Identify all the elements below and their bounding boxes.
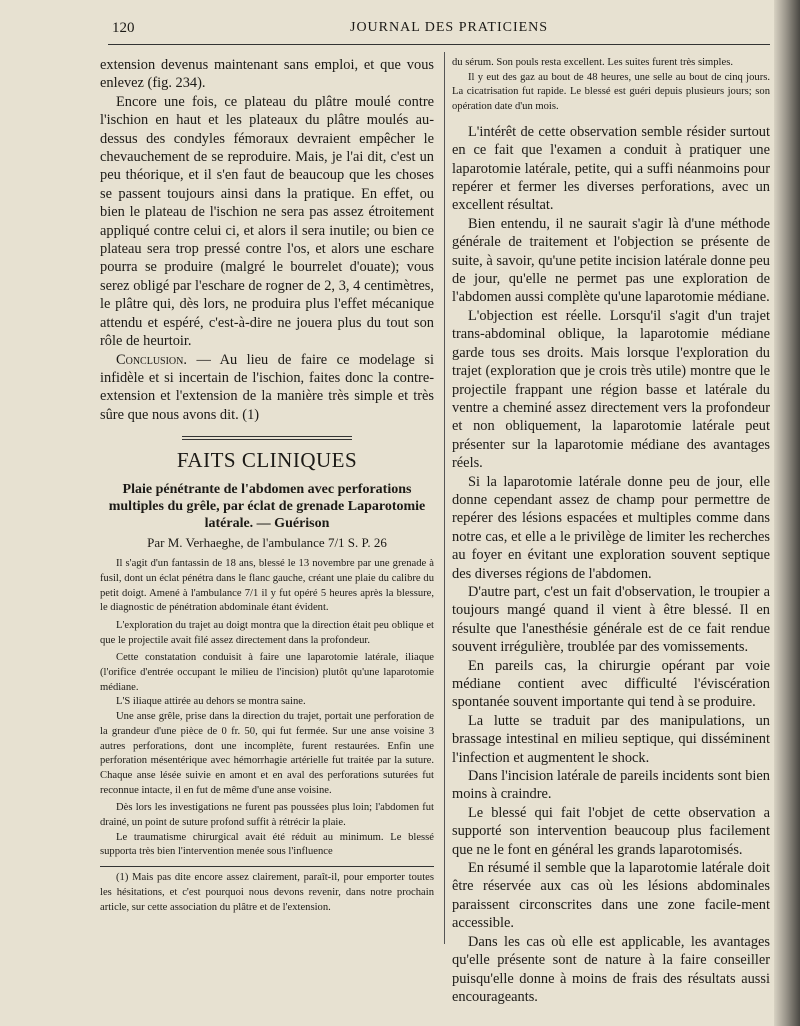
case-paragraph: L'S iliaque attirée au dehors se montra saine. xyxy=(116,696,306,708)
paragraph: Dans les cas où elle est applicable, les avantages qu'elle présente sont de nature à la faire conseiller puisqu'elle donne à moins de frais des résultats aussi encourageants. xyxy=(452,933,770,1005)
footnote: (1) Mais pas dite encore assez clairement, paraît-il, pour emporter toutes les hésitations, et c'est pourquoi nous devons revenir, dans notre prochain article, sur cette association du plâtre et de l'extension. xyxy=(100,872,434,913)
case-paragraph: Il s'agit d'un fantassin de 18 ans, blessé le 13 novembre par une grenade à fusil, dont un éclat pénétra dans le flanc gauche, créant une plaie du calibre du petit doigt. Amené à l'ambulance 7/1 il y fut opéré 5 heures après la blessure, le diagnostic de pénétration abdominale étant évident. xyxy=(100,558,434,614)
page-number: 120 xyxy=(112,20,135,36)
paragraph: La lutte se traduit par des manipulations, un brassage intestinal en milieu septique, qui disséminent l'infection et augmentent le shock. xyxy=(452,712,770,766)
conclusion-label: Conclusion. xyxy=(116,351,187,368)
column-divider xyxy=(444,52,445,944)
section-ornament xyxy=(182,436,352,440)
case-paragraph: Dès lors les investigations ne furent pas poussées plus loin; l'abdomen fut drainé, un point de suture profond suffit à rétrécir la plaie. xyxy=(100,802,434,829)
paragraph: Le blessé qui fait l'objet de cette observation a supporté son intervention beaucoup plus facilement que ne le font en général les grands laparotomisés. xyxy=(452,804,770,858)
right-column xyxy=(452,56,770,1006)
page-header xyxy=(112,20,772,42)
journal-title: JOURNAL DES PRATICIENS xyxy=(350,20,549,35)
left-column xyxy=(100,56,434,915)
paragraph: Encore une fois, ce plateau du plâtre moulé contre l'ischion en haut et les plateaux du plâtre moulés au-dessus des condyles fémoraux devraient empêcher le chevauchement de se reproduire. Mais, je l'ai dit, c'est un peu théorique, et il s'en faut de beaucoup que les choses se passent toujours ainsi dans la pratique. En effet, ou bien le plateau de l'ischion ne sera pas assez étroitement appliqué contre celui ci, et alors il sera inutile; ou bien ce plateau sera trop pressé contre l'os, et alors une eschare pourra se produire (malgré le bourrelet d'ouate); vous serez obligé par l'eschare de rogner de 2, 3, 4 centimètres, le plâtre qui, dès lors, ne produira plus l'effet mécanique attendu et espéré, c'est-à-dire ne jouera plus du tout son rôle de heurtoir. xyxy=(100,93,434,350)
paragraph: En résumé il semble que la laparotomie latérale doit être réservée aux cas où les lésions abdominales paraissent circonscrites dans une zone facile-ment accessible. xyxy=(452,860,770,932)
case-paragraph: Il y eut des gaz au bout de 48 heures, une selle au bout de cinq jours. La cicatrisation fut rapide. Le blessé est guéri depuis plusieurs jours; son opération date d'un mois. xyxy=(452,71,770,113)
conclusion-paragraph xyxy=(100,351,434,425)
paragraph: Bien entendu, il ne saurait s'agir là d'une méthode générale de traitement et l'objection se présente de suite, à savoir, qu'une petite incision latérale donne peu de jour, qu'elle ne permet pas une exploration de l'abdomen aussi complète qu'une laparotomie médiane. xyxy=(452,215,770,306)
paragraph: L'intérêt de cette observation semble résider surtout en ce fait que l'examen a conduit à pratiquer une laparotomie latérale, petite, qui a suffi néanmoins pour repérer et fermer les diverses perforations, avec un excellent résultat. xyxy=(452,123,770,214)
article-title: Plaie pénétrante de l'abdomen avec perforations multiples du grêle, par éclat de grenade Laparotomie latérale. — Guérison xyxy=(108,482,426,532)
case-paragraph: Une anse grêle, prise dans la direction du trajet, portait une perforation de la grandeur d'une pièce de 0 fr. 50, qui fut fermée. Sur une anse voisine 3 autres perforations, dont une incomplète, furent restaurées. Enfin une perforation mésentérique avec hémorrhagie artérielle fut traitée par la suture. Chaque anse lésée suivie en amont et en aval des perforations suturées fut reconnue intacte, il en fut de même d'une anse voisine. xyxy=(100,711,434,796)
paragraph: extension devenus maintenant sans emploi, et que vous enlevez (fig. 234). xyxy=(100,57,434,92)
page-edge-shadow xyxy=(774,0,800,1026)
case-paragraph: Cette constatation conduisit à faire une laparotomie latérale, iliaque (l'orifice d'entrée occupant le milieu de l'incision) plutôt qu'une laparotomie médiane. xyxy=(100,652,434,693)
header-rule xyxy=(108,44,770,45)
case-paragraph: du sérum. Son pouls resta excellent. Les suites furent très simples. xyxy=(452,57,733,68)
paragraph: L'objection est réelle. Lorsqu'il s'agit d'un trajet trans-abdominal oblique, la laparotomie médiane garde tous ses droits. Mais lorsque l'exploration du trajet (exploration que je crois très utile) montre que le projectile frappant une région basse et latérale du ventre a cheminé assez directement vers la profondeur et non obliquement, la laparotomie latérale peut présenter sur la laparotomie médiane des avantages réels. xyxy=(452,307,770,472)
conclusion-text: — Au lieu de faire ce modelage si infidèle et si incertain de l'ischion, faites donc la contre-extension et l'extension de la manière très simple et très sûre que nous avons dit. (1) xyxy=(100,351,434,423)
case-paragraph: L'exploration du trajet au doigt montra que la direction était peu oblique et que le projectile avait filé assez directement dans la profondeur. xyxy=(100,619,434,646)
footnote-rule xyxy=(100,866,434,867)
paragraph: D'autre part, c'est un fait d'observation, le troupier a toujours mangé quand il vient à être blessé. Il en résulte que l'anesthésie générale est de ce fait rendue souvent irrégulière, troublée par des vomissements. xyxy=(452,583,770,656)
paragraph: Dans l'incision latérale de pareils incidents sont bien moins à craindre. xyxy=(452,768,770,803)
byline: Par M. Verhaeghe, de l'ambulance 7/1 S. P. 26 xyxy=(147,535,387,551)
section-title: FAITS CLINIQUES xyxy=(176,448,358,473)
case-paragraph: Le traumatisme chirurgical avait été réduit au minimum. Le blessé supporta très bien l'intervention menée sous l'influence xyxy=(100,831,434,858)
paragraph: En pareils cas, la chirurgie opérant par voie médiane contient avec difficulté l'éviscération spontanée souvent importante qui tend à se produire. xyxy=(452,657,770,711)
paragraph: Si la laparotomie latérale donne peu de jour, elle donne cependant assez de champ pour permettre de repérer des lésions espacées et multiples comme dans notre cas, et elle a le privilège de limiter les recherches au foyer en évitant une exploration souvent septique des diverses régions de l'abdomen. xyxy=(452,473,770,582)
